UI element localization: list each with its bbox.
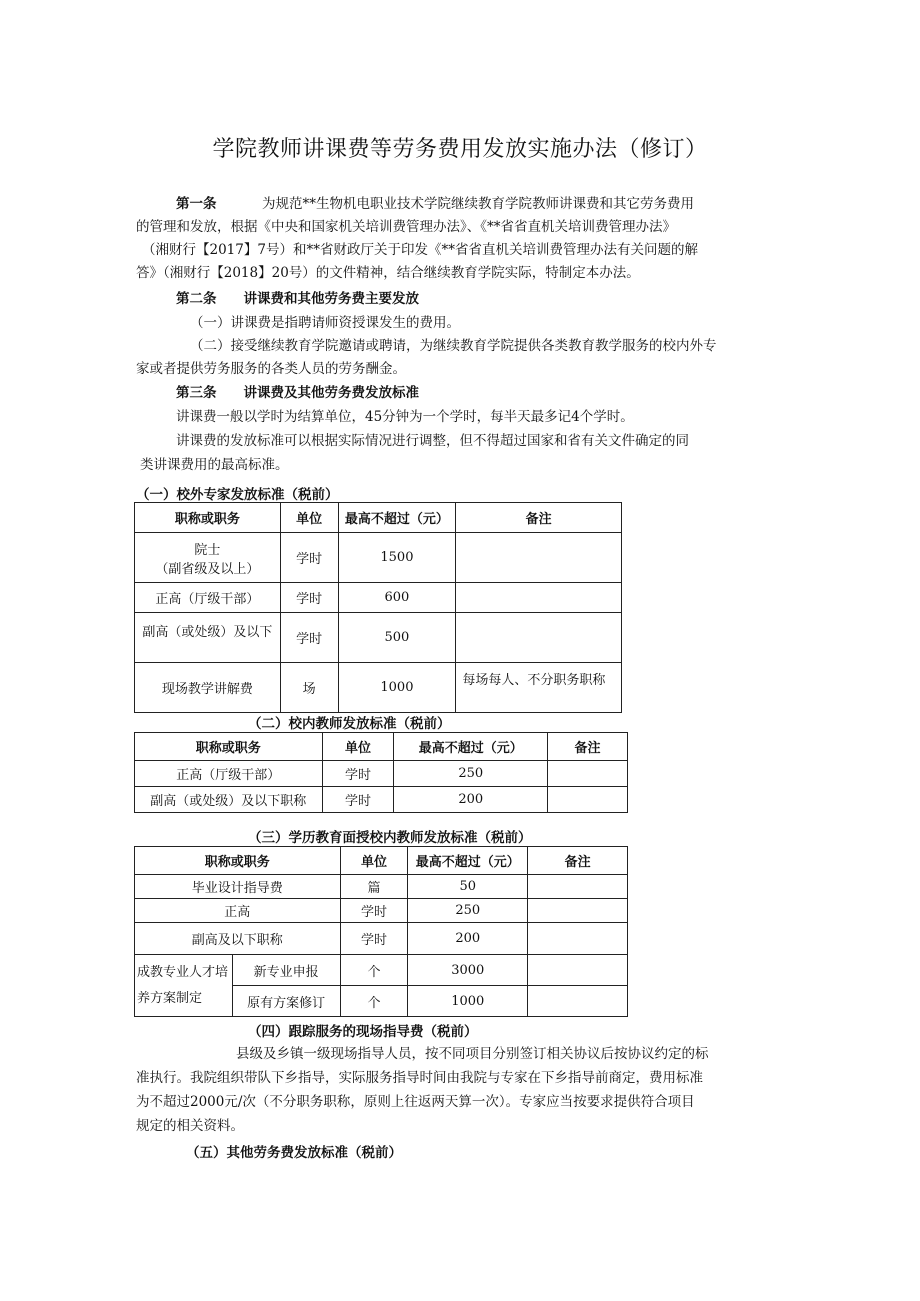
group-label-line-2: 养方案制定 bbox=[137, 990, 203, 1006]
section-4-line-2: 准执行。我院组织带队下乡指导，实际服务指导时间由我院与专家在下乡指导前商定，费用标准 bbox=[136, 1070, 703, 1086]
header-unit: 单位 bbox=[340, 847, 408, 875]
table-row bbox=[135, 787, 628, 813]
header-note: 备注 bbox=[456, 503, 622, 533]
row-max: 1000 bbox=[338, 663, 456, 713]
header-max: 最高不超过（元） bbox=[408, 847, 528, 875]
table-3 bbox=[134, 846, 628, 1017]
header-title: 职称或职务 bbox=[135, 847, 341, 875]
row-unit: 篇 bbox=[340, 875, 408, 899]
row-title: 原有方案修订 bbox=[232, 986, 340, 1017]
header-note: 备注 bbox=[548, 733, 628, 761]
row-max: 200 bbox=[408, 923, 528, 955]
row-note bbox=[548, 787, 628, 813]
row-note bbox=[528, 875, 628, 899]
row-title: 现场教学讲解费 bbox=[135, 663, 281, 713]
section-4-heading: （四）跟踪服务的现场指导费（税前） bbox=[248, 1024, 478, 1040]
article-3-paragraph-1: 讲课费一般以学时为结算单位，45分钟为一个学时，每半天最多记4个学时。 bbox=[176, 409, 634, 425]
header-max: 最高不超过（元） bbox=[338, 503, 456, 533]
table-header-row bbox=[135, 503, 622, 533]
article-2-item-2-line-1: （二）接受继续教育学院邀请或聘请，为继续教育学院提供各类教育教学服务的校内外专 bbox=[190, 338, 717, 354]
row-note bbox=[528, 899, 628, 923]
section-4-line-3: 为不超过2000元/次（不分职务职称，原则上往返两天算一次）。专家应当按要求提供符合项目 bbox=[136, 1094, 695, 1110]
row-unit: 学时 bbox=[280, 613, 338, 663]
header-title: 职称或职务 bbox=[135, 503, 281, 533]
table-1-caption: （一）校外专家发放标准（税前） bbox=[136, 487, 339, 503]
row-max: 250 bbox=[394, 761, 548, 787]
row-unit: 学时 bbox=[340, 899, 408, 923]
row-max: 1000 bbox=[408, 986, 528, 1017]
row-title: 副高（或处级）及以下 bbox=[135, 613, 281, 663]
article-1-label: 第一条 bbox=[176, 196, 217, 212]
row-note: 每场每人、不分职务职称 bbox=[456, 663, 622, 713]
row-title: 新专业申报 bbox=[232, 955, 340, 986]
article-2-item-1: （一）讲课费是指聘请师资授课发生的费用。 bbox=[190, 315, 460, 331]
row-title: 正高（厅级干部） bbox=[135, 761, 323, 787]
table-row bbox=[135, 923, 628, 955]
row-title-line-2: （副省级及以上） bbox=[155, 561, 260, 577]
row-max: 1500 bbox=[338, 533, 456, 583]
row-note bbox=[528, 955, 628, 986]
row-unit: 学时 bbox=[340, 923, 408, 955]
header-unit: 单位 bbox=[322, 733, 394, 761]
row-note bbox=[528, 923, 628, 955]
section-4-line-1: 县级及乡镇一级现场指导人员，按不同项目分别签订相关协议后按协议约定的标 bbox=[236, 1046, 709, 1062]
row-max: 3000 bbox=[408, 955, 528, 986]
row-title: 副高及以下职称 bbox=[135, 923, 341, 955]
article-2-item-2-line-2: 家或者提供劳务服务的各类人员的劳务酬金。 bbox=[136, 361, 406, 377]
header-max: 最高不超过（元） bbox=[394, 733, 548, 761]
header-title: 职称或职务 bbox=[135, 733, 323, 761]
article-1-line-4: 答》（湘财行【2018】20号）的文件精神，结合继续教育学院实际，特制定本办法。 bbox=[136, 265, 640, 281]
table-row bbox=[135, 583, 622, 613]
article-1-line-2: 的管理和发放，根据《中央和国家机关培训费管理办法》、《**省省直机关培训费管理办法》 bbox=[136, 219, 676, 235]
row-title-line-1: 院士 bbox=[194, 542, 221, 558]
row-title: 毕业设计指导费 bbox=[135, 875, 341, 899]
row-note bbox=[456, 533, 622, 583]
article-3-paragraph-2-line-2: 类讲课费用的最高标准。 bbox=[140, 457, 289, 473]
table-2-caption: （二）校内教师发放标准（税前） bbox=[248, 716, 451, 732]
row-unit: 学时 bbox=[280, 583, 338, 613]
table-row bbox=[135, 533, 622, 583]
row-unit: 学时 bbox=[322, 787, 394, 813]
row-note bbox=[456, 613, 622, 663]
group-label bbox=[135, 955, 233, 1017]
row-title: 正高（厅级干部） bbox=[135, 583, 281, 613]
row-max: 250 bbox=[408, 899, 528, 923]
table-row bbox=[135, 663, 622, 713]
table-row bbox=[135, 613, 622, 663]
row-title: 正高 bbox=[135, 899, 341, 923]
row-title: 副高（或处级）及以下职称 bbox=[135, 787, 323, 813]
article-1-line-1: 为规范**生物机电职业技术学院继续教育学院教师讲课费和其它劳务费用 bbox=[262, 196, 694, 212]
header-unit: 单位 bbox=[280, 503, 338, 533]
row-max: 600 bbox=[338, 583, 456, 613]
row-unit: 学时 bbox=[322, 761, 394, 787]
page-title: 学院教师讲课费等劳务费用发放实施办法（修订） bbox=[212, 137, 708, 162]
article-2-heading: 第二条 讲课费和其他劳务费主要发放 bbox=[176, 291, 419, 307]
table-header-row bbox=[135, 847, 628, 875]
row-note bbox=[528, 986, 628, 1017]
group-label-line-1: 成教专业人才培 bbox=[137, 964, 229, 980]
header-note: 备注 bbox=[528, 847, 628, 875]
row-unit: 个 bbox=[340, 955, 408, 986]
table-row bbox=[135, 761, 628, 787]
table-3-caption: （三）学历教育面授校内教师发放标准（税前） bbox=[248, 830, 532, 846]
row-max: 200 bbox=[394, 787, 548, 813]
article-3-paragraph-2-line-1: 讲课费的发放标准可以根据实际情况进行调整，但不得超过国家和省有关文件确定的同 bbox=[176, 433, 689, 449]
table-header-row bbox=[135, 733, 628, 761]
table-row bbox=[135, 899, 628, 923]
row-unit: 场 bbox=[280, 663, 338, 713]
row-note bbox=[456, 583, 622, 613]
row-max: 500 bbox=[338, 613, 456, 663]
table-row bbox=[135, 875, 628, 899]
row-max: 50 bbox=[408, 875, 528, 899]
table-row bbox=[135, 955, 628, 986]
section-4-line-4: 规定的相关资料。 bbox=[136, 1118, 244, 1134]
article-3-heading: 第三条 讲课费及其他劳务费发放标准 bbox=[176, 385, 419, 401]
row-unit: 个 bbox=[340, 986, 408, 1017]
section-5-heading: （五）其他劳务费发放标准（税前） bbox=[186, 1145, 402, 1161]
article-1-line-3: （湘财行【2017】7号）和**省财政厅关于印发《**省省直机关培训费管理办法有关问题的解 bbox=[142, 242, 698, 258]
row-unit: 学时 bbox=[280, 533, 338, 583]
table-1 bbox=[134, 502, 622, 713]
row-note bbox=[548, 761, 628, 787]
table-2 bbox=[134, 732, 628, 813]
row-title bbox=[135, 533, 281, 583]
